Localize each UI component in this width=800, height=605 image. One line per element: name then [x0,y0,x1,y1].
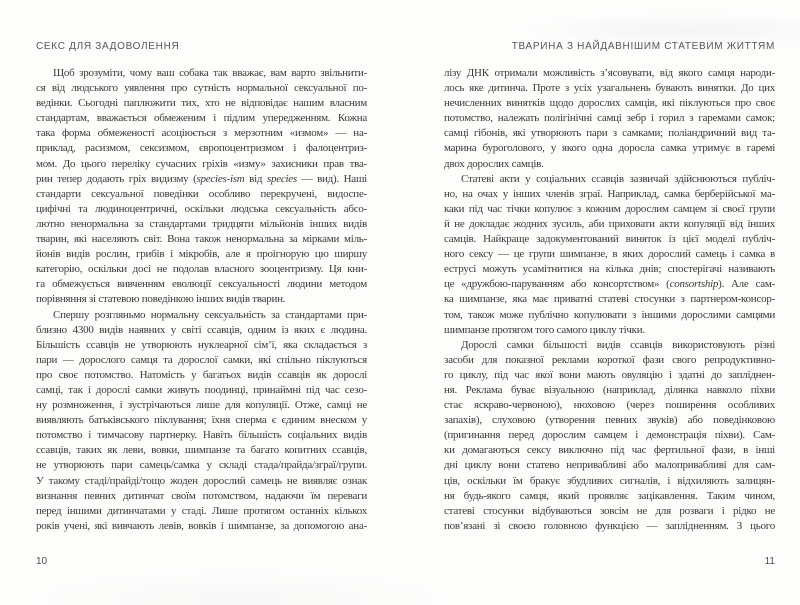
left-page-number: 10 [36,556,48,567]
left-page-text [36,66,367,534]
text-line: ки домагаються сексу виключно під час фертильної фази, в інші [444,444,775,457]
text-line: мом. До цього переліку сучасних гріхів «изму» захисники прав тва- [36,157,367,170]
text-line: років учені, які вивчають левів, вовків і шимпанзе, за допомогою ана- [36,519,367,532]
text-line: йонів видів рослин, грибів і мікробів, але я проігнорую цю ширшу [36,248,367,261]
text-line: пов’язані зі своєю головною функцією — заплідненням. З цього [444,519,775,532]
text-line: запахів), слуховою (утворення певних звуків) або поведінковою [444,414,775,427]
text-line: го циклу, під час якої вони мають овуляцію і здатні до запліднен- [444,368,775,381]
text-line: лютно ненормальна за стандартами тридцяти мільйонів інших видів [36,217,367,230]
text-line: шимпанзе протягом того самого циклу тічки. [444,323,645,336]
right-page-text [444,66,775,534]
text-line: ну розмноження, і зустрічаються лише для копуляції. Отже, самці не [36,399,367,412]
text-line: засоби для показної реклами короткої фази свого репродуктивно- [444,353,775,366]
text-line: (пригинання перед дорослим самцем і демонстрація піхви). Сам- [444,429,775,442]
text-line: стандартам, вважається обмеженим і підлим упередженням. Кожна [36,112,367,125]
text-line: лізу ДНК отримали можливість з’ясовувати, від якого самця народи- [444,67,775,79]
text-line: потомство і тимчасову партнерку. Навіть більшість соціальних видів [36,429,367,442]
text-line: ців, оскільки їм бракує збудливих сигналів, і відхиляють залицян- [444,474,775,487]
text-line: й не докладає жодних зусиль, аби приховати акти копуляції від інших [444,217,775,230]
text-line: приклад, расизмом, сексизмом, європоцентризмом і фалоцентриз- [36,142,367,155]
text-line: Дорослі самки більшості видів ссавців використовують різні [461,338,775,351]
text-line: перед іншими дитинчатами у стаді. Лише протягом останніх кількох [36,504,367,517]
text-line: дні циклу вони статево непривабливі або малопривабливі для сам- [444,459,775,472]
text-line: самці гібонів, які утворюють пари з самками; поліандричний вид та- [444,127,775,140]
text-line: двох дорослих самців. [444,157,544,170]
text-line: тварин, які населяють світ. Вона також ненормальна за мірками міль- [36,233,367,246]
text-line: ссавців, таких як леви, вовки, шимпанзе та багато копитних ссавців, [36,444,367,457]
text-line: статеві стосунки відбуваються зовсім не для розваги і рідко не [444,504,775,517]
text-line: еструсі можуть усамітнитися на кілька днів; спостерігачі називають [444,263,775,276]
text-line: стандарти сексуальної поведінки особливо перекручені, видоспе- [36,187,367,200]
text-line: ня. Реклама буває візуальною (наприклад, ділянка навколо піхви [444,383,775,396]
text-line: Статеві акти у соціальних ссавців зазвичай здійснюються публіч- [461,172,775,185]
text-line: ного сексу — це групи шимпанзе, в яких дорослий самець і самка в [444,248,775,261]
text-line: визнання певних дитинчат своїм потомством, надаючи їм переваги [36,489,367,502]
text-line: така форма обмеженості асоціюється з мерзотним «измом» — на- [36,127,367,140]
text-line: У такому стаді/прайді/тощо жоден дорослий самець не виявляє ознак [36,474,367,487]
text-line: цифічні та людиноцентричні, оскільки людська сексуальність абсо- [36,202,367,215]
text-line: це «дружбою-паруванням або консортством» (consortship). Але сам- [444,278,775,291]
text-line: стає яскраво-червоною), нюховою (через поширення особливих [444,399,775,412]
text-line: каки під час тічки копулює з кожним дорослим самцем зі своєї групи [444,202,775,215]
right-page-number: 11 [764,556,775,567]
text-line: ка шимпанзе, яка має приватні статеві стосунки з партнером-консор- [444,293,775,306]
text-line: ся від людського уявлення про сутність нормальної сексуальної по- [36,82,367,95]
text-line: Більшість ссавців не утворюють нуклеарної сім’ї, яка складається з [36,338,367,351]
text-line: нечисленних винятків щодо дорослих самців, які піклуються про своє [444,97,775,110]
text-line: марина буроголового, у якого одна доросла самка утримує в гаремі [444,142,775,155]
right-page [444,41,775,534]
text-line: близно 4300 видів наявних у світі ссавців, одним із яких є людина. [36,323,367,336]
text-line: самці, так і дорослі самки живуть поодинці, принаймні під час сезо- [36,383,367,396]
text-line: потомство, належать полігінічні самці зебр і горил з гаремами самок; [444,112,775,125]
right-running-header: ТВАРИНА З НАЙДАВНІШИМ СТАТЕВИМ ЖИТТЯМ [511,41,775,52]
text-line: ня будь-якого самця, який проявляє зацікавлення. Таким чином, [444,489,775,502]
text-line: том, також може публічно копулювати з іншими дорослими самцями [444,308,775,321]
text-line: виявляють батьківського піклування; їхня сперма є єдиним внеском у [36,414,367,427]
text-line: но, на очах у інших членів зграї. Наприклад, самка берберійської ма- [444,187,775,200]
text-line: лось яке дитинча. Проте з усіх узагальнень бувають винятки. До цих [444,82,775,95]
text-line: рин тепер додають гріх видизму (species-ism від species — вид). Наші [36,172,367,185]
text-line: порівняння зі статевою поведінкою інших видів тварин. [36,293,286,306]
text-line: про своє потомство. Натомість у багатьох видів ссавців як дорослі [36,368,367,381]
text-line: категорію, оскільки досі не подолав власного зооцентризму. Ця кни- [36,263,367,276]
text-line: ведінки. Сьогодні паплюжити тих, хто не відповідає нашим власним [36,97,367,110]
text-line: не утворюють пари самець/самка у складі стада/прайда/зграї/групи. [36,459,367,472]
text-line: самців. Найкраще задокументований виняток із цієї моделі публіч- [444,233,775,246]
text-line: га обмежується вивченням еволюції сексуальності людини методом [36,278,367,291]
left-page [36,41,367,534]
left-running-header: СЕКС ДЛЯ ЗАДОВОЛЕННЯ [36,41,180,52]
text-line: пари — дорослого самця та дорослої самки, які спільно піклуються [36,353,367,366]
text-line: Спершу розгляньмо нормальну сексуальність за стандартами при- [53,308,367,321]
text-line: Щоб зрозуміти, чому ваш собака так вважає, вам варто звільнити- [53,67,367,79]
